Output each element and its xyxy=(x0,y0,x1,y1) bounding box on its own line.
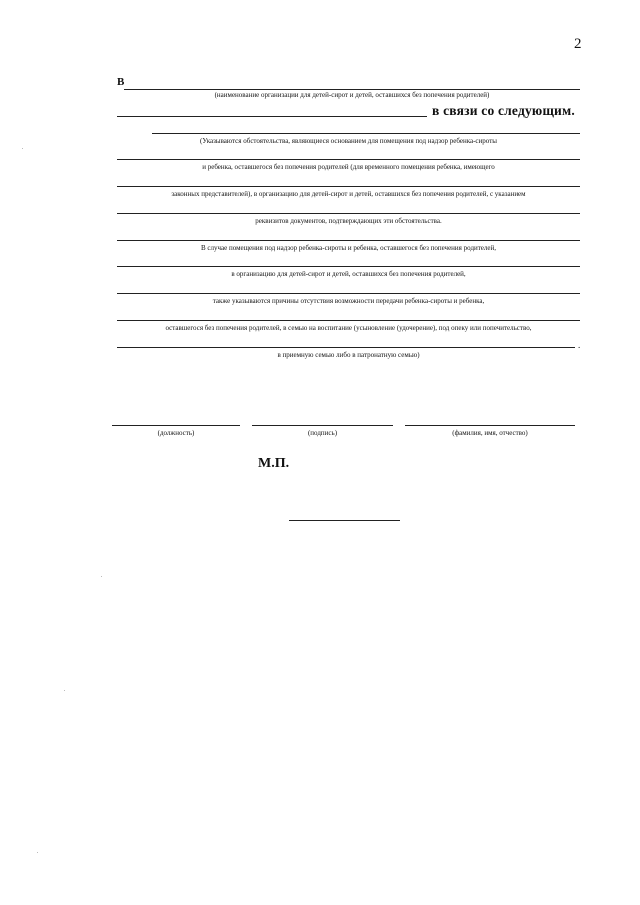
circumstances-line-1 xyxy=(152,133,580,134)
circumstances-caption-5: В случае помещения под надзор ребенка-сироты и ребенка, оставшегося без попечения родителей, xyxy=(200,244,497,252)
scan-speck xyxy=(22,148,23,149)
circumstances-line-5 xyxy=(117,240,580,241)
reason-suffix: в связи со следующим. xyxy=(432,103,575,118)
position-caption: (должность) xyxy=(157,429,195,437)
signature-line xyxy=(252,425,393,426)
circumstances-caption-6: в организацию для детей-сирот и детей, оставшихся без попечения родителей, xyxy=(231,270,466,278)
circumstances-caption-4: реквизитов документов, подтверждающих эти обстоятельства. xyxy=(255,217,442,225)
circumstances-line-4 xyxy=(117,213,580,214)
addressee-line-2 xyxy=(117,116,427,117)
circumstances-caption-3: законных представителей), в организацию для детей-сирот и детей, оставшихся без попечения родителей, с указанием xyxy=(171,190,526,198)
addressee-line xyxy=(124,89,580,90)
circumstances-caption-1: (Указываются обстоятельства, являющиеся основанием для помещения под надзор ребенка-сироты xyxy=(200,137,497,145)
position-line xyxy=(112,425,240,426)
circumstances-line-8 xyxy=(117,320,580,321)
circumstances-caption-7: также указываются причины отсутствия возможности передачи ребенка-сироты и ребенка, xyxy=(212,297,485,305)
circumstances-caption-9: в приемную семью либо в патронатную семью) xyxy=(277,351,420,359)
scan-speck xyxy=(64,690,65,691)
scan-speck xyxy=(101,576,102,577)
page-number: 2 xyxy=(574,36,582,52)
stamp-label: М.П. xyxy=(258,456,290,471)
scan-speck xyxy=(37,852,38,853)
circumstances-line-3 xyxy=(117,186,580,187)
trailing-dot: . xyxy=(578,340,581,350)
circumstances-caption-8: оставшегося без попечения родителей, в семью на воспитание (усыновление (удочерение), под опеку или попечительство, xyxy=(165,324,532,332)
addressee-prefix: В xyxy=(117,76,125,88)
circumstances-line-2 xyxy=(117,159,580,160)
circumstances-line-9 xyxy=(117,347,575,348)
circumstances-line-7 xyxy=(117,293,580,294)
circumstances-caption-2: и ребенка, оставшегося без попечения родителей (для временного помещения ребенка, имеющего xyxy=(202,163,495,171)
addressee-caption: (наименование организации для детей-сирот и детей, оставшихся без попечения родителей) xyxy=(214,91,490,99)
name-line xyxy=(405,425,575,426)
closing-separator xyxy=(289,520,400,521)
signature-caption: (подпись) xyxy=(307,429,338,437)
name-caption: (фамилия, имя, отчество) xyxy=(452,429,528,437)
circumstances-line-6 xyxy=(117,266,580,267)
